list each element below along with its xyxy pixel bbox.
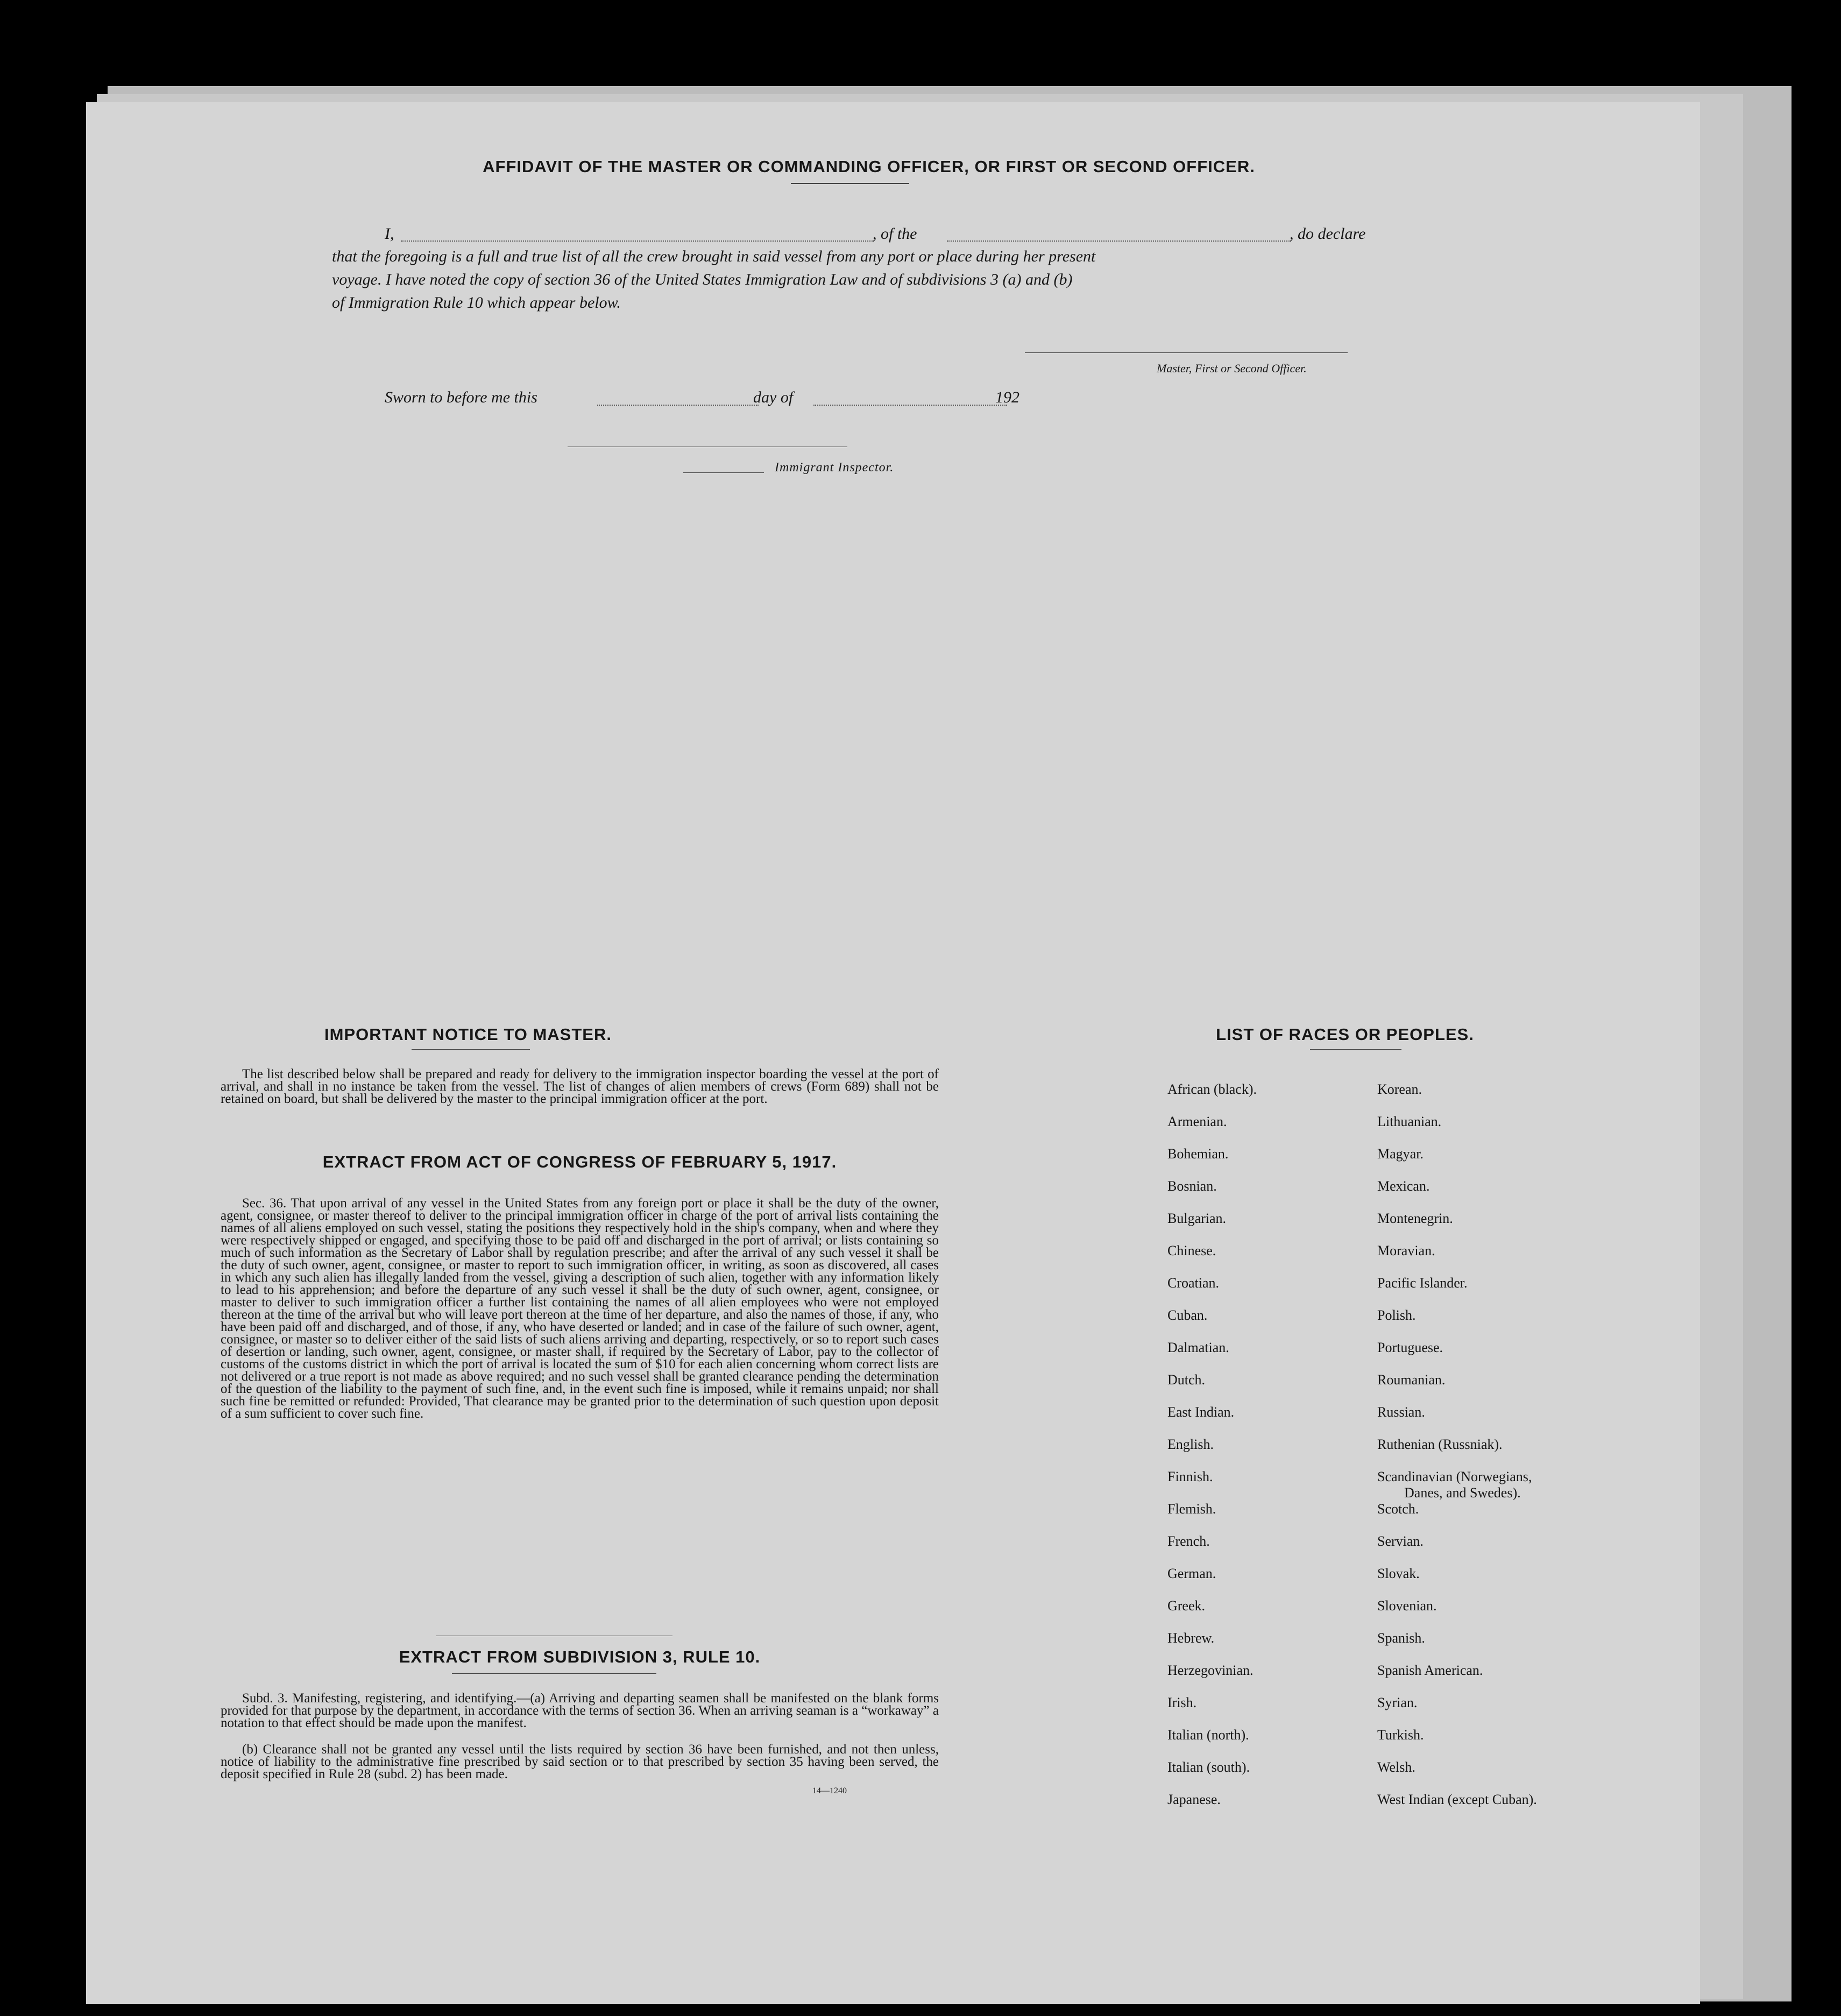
race-item: Welsh. [1377,1759,1415,1775]
race-item: Servian. [1377,1533,1424,1549]
title-underline [791,183,909,184]
race-item: Irish. [1167,1695,1197,1710]
races-underline [1310,1049,1401,1050]
races-title: LIST OF RACES OR PEOPLES. [1216,1025,1474,1044]
race-item: Scotch. [1377,1501,1419,1517]
affidavit-body-2: voyage. I have noted the copy of section 36 of the United States Immigration Law and of subdivisions 3 (a) and (b) [332,271,1073,288]
act-title: EXTRACT FROM ACT OF CONGRESS OF FEBRUARY 5, 1917. [322,1152,837,1171]
race-item: Moravian. [1377,1243,1435,1258]
inspector-short-line [683,472,764,473]
race-item: Armenian. [1167,1114,1227,1129]
race-item: Slovenian. [1377,1598,1437,1614]
race-item: African (black). [1167,1081,1257,1097]
race-item: Spanish. [1377,1630,1425,1646]
inspector-label: Immigrant Inspector. [775,461,894,475]
notice-title: IMPORTANT NOTICE TO MASTER. [324,1025,612,1044]
race-item: Ruthenian (Russniak). [1377,1437,1503,1452]
race-item: Italian (south). [1167,1759,1250,1775]
race-item: Bosnian. [1167,1178,1217,1194]
race-item: Portuguese. [1377,1340,1443,1355]
day-blank[interactable] [597,405,759,406]
race-item: Pacific Islander. [1377,1275,1468,1291]
race-item: East Indian. [1167,1404,1235,1420]
race-item: Herzegovinian. [1167,1663,1254,1678]
race-item: Scandinavian (Norwegians, [1377,1469,1532,1484]
name-blank[interactable] [401,240,874,242]
race-item: Spanish American. [1377,1663,1483,1678]
race-item: Polish. [1377,1307,1416,1323]
race-item: Slovak. [1377,1566,1420,1581]
notice-underline [412,1049,530,1050]
race-item: Roumanian. [1377,1372,1446,1388]
race-item: Korean. [1377,1081,1422,1097]
race-item: Bulgarian. [1167,1211,1227,1226]
race-item: Montenegrin. [1377,1211,1453,1226]
rule-text-a: Subd. 3. Manifesting, registering, and identifying.—(a) Arriving and departing seamen shall be manifested on the blank forms provided for that purpose by the department, in accordance with the terms of section 36. When an arriving seaman is a “workaway” a notation to that effect should be made upon the manifest. [221,1691,939,1730]
rule-underline [452,1673,656,1674]
race-item: Flemish. [1167,1501,1216,1517]
race-item: Finnish. [1167,1469,1213,1484]
race-item: Greek. [1167,1598,1206,1614]
affidavit-declare: , do declare [1290,225,1366,243]
race-item: Dutch. [1167,1372,1206,1388]
rule-title: EXTRACT FROM SUBDIVISION 3, RULE 10. [399,1647,761,1666]
affidavit-line-i: I, [385,225,394,243]
race-item: Bohemian. [1167,1146,1229,1162]
affidavit-body-1: that the foregoing is a full and true list of all the crew brought in said vessel from any port or place during her present [332,247,1096,265]
race-item: English. [1167,1437,1214,1452]
signature-line[interactable] [1025,352,1348,353]
race-item: German. [1167,1566,1216,1581]
race-item: West Indian (except Cuban). [1377,1792,1537,1807]
race-item: Dalmatian. [1167,1340,1229,1355]
race-item: Hebrew. [1167,1630,1215,1646]
race-item: Japanese. [1167,1792,1221,1807]
affidavit-body-3: of Immigration Rule 10 which appear below. [332,294,621,312]
race-item: Lithuanian. [1377,1114,1442,1129]
rule-text-b: (b) Clearance shall not be granted any vessel until the lists required by section 36 have been furnished, and not then unless, notice of liability to the administrative fine prescribed by said section or to that prescribed by section 35 having been served, the deposit specified in Rule 28 (subd. 2) has been made. [221,1742,939,1781]
race-item: Russian. [1377,1404,1425,1420]
race-item: Syrian. [1377,1695,1418,1710]
race-item: Cuban. [1167,1307,1208,1323]
vessel-blank[interactable] [947,240,1291,242]
form-number: 14—1240 [812,1786,847,1795]
sworn-text: Sworn to before me this [385,388,537,406]
act-text: Sec. 36. That upon arrival of any vessel in the United States from any foreign port or place it shall be the duty of the owner, agent, consignee, or master thereof to deliver to the principal immigration officer in charge of the port of arrival lists containing the names of all aliens employed on such vessel, stating the positions they respectively hold in the ship's company, when and where they were respectively shipped or engaged, and specifying those to be paid off and discharged in the port of arrival; or lists containing so much of such information as the Secretary of Labor shall by regulation prescribe; and after the arrival of any such vessel it shall be the duty of such owner, agent, consignee, or master to report to such immigration officer, in writing, as soon as discovered, all cases in which any such alien has illegally landed from the vessel, giving a description of such alien, together with any information likely to lead to his apprehension; and before the departure of any such vessel it shall be the duty of such owner, agent, consignee, or master to deliver to such immigration officer a further list containing the names of all alien employees who were not employed thereon at the time of the arrival but who will leave port thereon at the time of her departure, and also the names of those, if any, who have been paid off and discharged, and of those, if any, who have deserted or landed; and in case of the failure of such owner, agent, consignee, or master so to deliver either of the said lists of such aliens arriving and departing, respectively, or so to report such cases of desertion or landing, such owner, agent, consignee, or master shall, if required by the Secretary of Labor, pay to the collector of customs of the customs district in which the port of arrival is located the sum of $10 for each alien concerning whom correct lists are not delivered or a true report is not made as above required; and no such vessel shall be granted clearance pending the determination of the question of the liability to the payment of such fine, and, in the event such fine is imposed, while it remains unpaid; nor shall such fine be remitted or refunded: Provided, That clearance may be granted prior to the determination of such question upon deposit of a sum sufficient to cover such fine. [221,1196,939,1421]
document-page [86,102,1700,2004]
race-item: French. [1167,1533,1210,1549]
signature-label: Master, First or Second Officer. [1157,362,1307,375]
race-item: Mexican. [1377,1178,1430,1194]
race-item: Croatian. [1167,1275,1220,1291]
race-item: Magyar. [1377,1146,1424,1162]
month-blank[interactable] [813,405,1007,406]
race-item: Danes, and Swedes). [1404,1485,1521,1501]
race-item: Turkish. [1377,1727,1424,1743]
notice-text: The list described below shall be prepared and ready for delivery to the immigration inspector boarding the vessel at the port of arrival, and shall in no instance be taken from the vessel. The list of changes of alien members of crews (Form 689) shall not be retained on board, but shall be delivered by the master to the principal immigration officer at the port. [221,1067,939,1106]
day-of-text: day of [753,388,794,406]
affidavit-title: AFFIDAVIT OF THE MASTER OR COMMANDING OFFICER, OR FIRST OR SECOND OFFICER. [483,157,1255,176]
race-item: Chinese. [1167,1243,1216,1258]
year-text: 192 [995,388,1019,406]
race-item: Italian (north). [1167,1727,1249,1743]
affidavit-of-the: , of the [873,225,917,243]
